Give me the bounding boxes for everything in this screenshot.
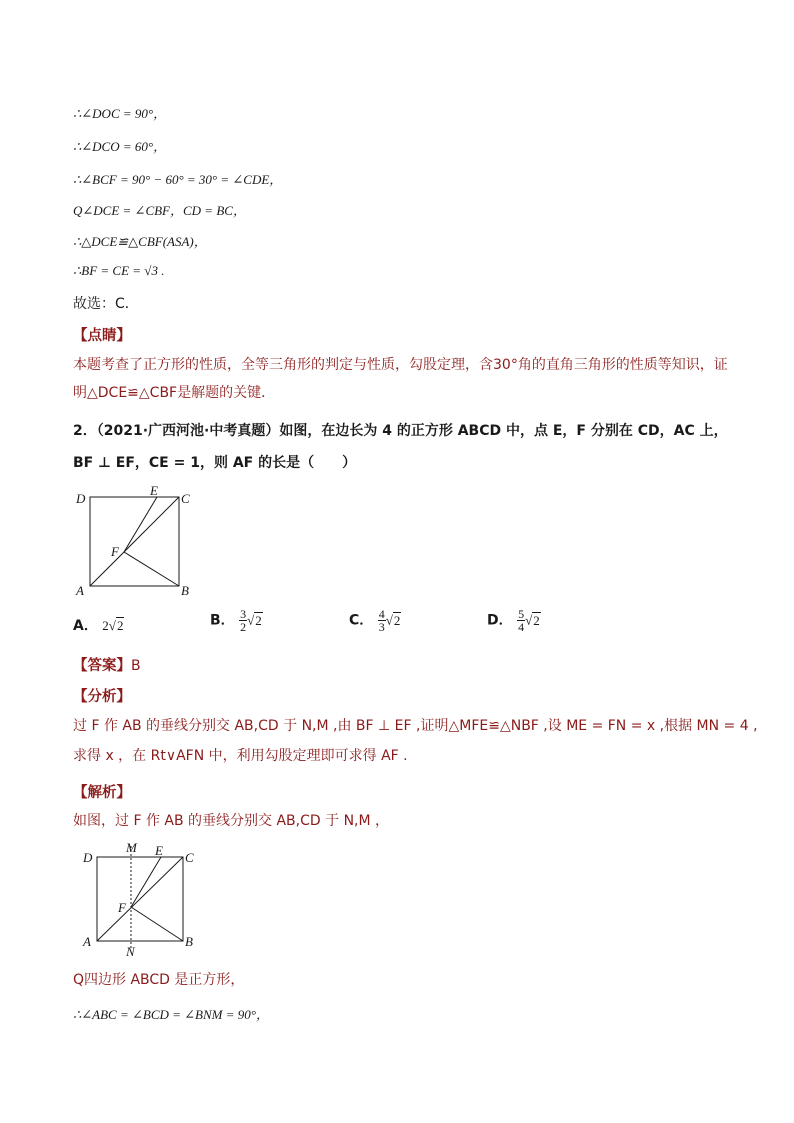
label-F: F [118,900,126,915]
solution-text: Q四边形 ABCD 是正方形， [73,972,245,988]
answer-label: 【答案】 [73,658,131,674]
choice-d[interactable]: D． $\frac{5}{4}$ √2 [487,607,540,634]
square-figure-2 [78,838,203,958]
choice-b[interactable]: B． $\frac{3}{2}$ √2 [210,607,262,634]
label-A: A [76,583,84,598]
label-C: C [181,491,190,506]
choice-a[interactable]: A． 2√2 [73,618,124,634]
label-F: F [111,544,119,559]
answer-value: B [131,658,141,674]
analysis-text: 求得 x ，在 Rt∨AFN 中，利用勾股定理即可求得 AF . [73,748,408,764]
label-C: C [185,850,194,865]
answer-line [73,654,141,675]
dianjing-label: 【点睛】 [73,328,131,344]
choose-line: 故选：C． [73,296,139,312]
label-N: N [126,944,135,958]
analysis-text: 过 F 作 AB 的垂线分别交 AB,CD 于 N,M ,由 BF ⊥ EF ,证明△MFE≌△NBF ,设 ME = FN = x ,根据 MN = 4 , [73,718,758,734]
label-E: E [150,485,158,498]
label-M: M [126,840,137,855]
solution-text: 如图，过 F 作 AB 的垂线分别交 AB,CD 于 N,M ， [73,813,390,829]
label-D: D [83,850,93,865]
analysis-label: 【分析】 [73,689,131,705]
label-B: B [185,934,193,949]
solution-text: ∴∠ABC = ∠BCD = ∠BNM = 90°， [73,1007,269,1022]
label-A: A [83,934,91,949]
step-line: ∴∠DOC = 90°， [73,106,167,121]
step-line: ∴△DCE≌△CBF(ASA)， [73,234,207,249]
question-text: BF ⊥ EF，CE = 1，则 AF 的长是（ ） [73,455,357,471]
step-line: Q∠DCE = ∠CBF，CD = BC， [73,203,246,218]
dianjing-text: 本题考查了正方形的性质，全等三角形的判定与性质，勾股定理，含30°角的直角三角形的性质等知识，证 [73,357,728,373]
choice-c[interactable]: C． $\frac{4}{3}$ √2 [349,607,401,634]
label-B: B [181,583,189,598]
label-D: D [76,491,86,506]
step-line: ∴BF = CE = √3 . [73,263,165,278]
solution-label: 【解析】 [73,785,131,801]
question-text: 2．（2021·广西河池·中考真题）如图，在边长为 4 的正方形 ABCD 中，点 E，F 分别在 CD，AC 上， [73,423,728,439]
step-line: ∴∠DCO = 60°， [73,139,167,154]
label-E: E [155,843,163,858]
square-figure-1 [70,485,200,600]
dianjing-text: 明△DCE≌△CBF是解题的关键． [73,385,276,401]
step-line: ∴∠BCF = 90° − 60° = 30° = ∠CDE， [73,172,283,187]
